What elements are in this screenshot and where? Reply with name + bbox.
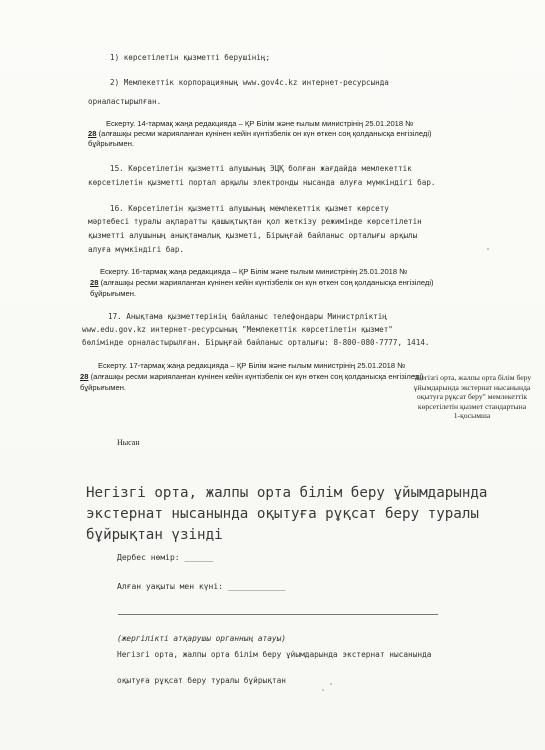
form-title-line-2: экстернат нысанында оқытуға рұқсат беру туралы xyxy=(86,506,479,522)
note-16-line-1: Ескерту. 16-тармақ жаңа редакцияда – ҚР Білім және ғылым министрінің 25.01.2018 № xyxy=(100,267,408,276)
note-17-line-3: бұйрығымен. xyxy=(80,383,127,392)
list-item-2-line-1: 2) Мемлекеттік корпорацияның www.gov4c.kz интернет-ресурсында xyxy=(110,78,389,87)
paragraph-16-line-4: алуға мүмкіндігі бар. xyxy=(88,245,185,254)
note-14-line-1: Ескерту. 14-тармақ жаңа редакцияда – ҚР Білім және ғылым министрінің 25.01.2018 № xyxy=(106,119,414,128)
note-14-line-3: бұйрығымен. xyxy=(88,139,135,148)
paragraph-17-line-2: www.edu.gov.kz интернет-ресурсының "Мемлекеттік көрсетілетін қызмет" xyxy=(82,325,393,334)
form-title-line-3: бұйрықтан үзінді xyxy=(86,527,223,543)
paragraph-16-line-1: 16. Көрсетілетін қызметті алушының мемлекеттік қызмет көрсету xyxy=(110,204,389,213)
scan-speck xyxy=(322,689,324,691)
paragraph-16-line-3: қызметті алушының анықтамалық қызметі, Бірыңғай байланыс орталығы арқылы xyxy=(88,231,418,240)
paragraph-15-line-1: 15. Көрсетілетін қызметті алушының ЭЦҚ болған жағдайда мемлекеттік xyxy=(110,164,412,173)
form-body-line-1: Негізгі орта, жалпы орта білім беру ұйымдарында экстернат нысанында xyxy=(117,650,432,659)
form-title-line-1: Негізгі орта, жалпы орта білім беру ұйымдарында xyxy=(86,485,488,501)
scan-speck xyxy=(487,248,489,250)
note-14-line-2: 28 (алғашқы ресми жарияланған күнінен кейін күнтізбелік он күн өткен соң қолданысқа енгізіледі) xyxy=(88,129,432,138)
scan-speck xyxy=(330,683,332,685)
note-17-line-1: Ескерту. 17-тармақ жаңа редакцияда – ҚР Білім және ғылым министрінің 25.01.2018 № xyxy=(98,361,406,370)
paragraph-17-line-3: бөлімінде орналастырылған. Бірыңғай байланыс орталығы: 8-800-080-7777, 1414. xyxy=(82,338,430,347)
received-date-field: Алған уақыты мен күні: ____________ xyxy=(117,582,286,591)
appendix-reference: "Негізгі орта, жалпы орта білім беру ұйымдарында экстернат нысанында оқытуға рұқсат беру" мемлекеттік көрсетілетін қызмет стандартына 1-қосымша xyxy=(412,373,532,420)
paragraph-17-line-1: 17. Анықтама қызметтерінің байланыс телефондары Министрліктің xyxy=(108,312,387,321)
list-item-1: 1) көрсетілетін қызметті берушінің; xyxy=(110,53,271,62)
form-body-line-2: оқытуға рұқсат беру туралы бұйрықтан xyxy=(117,676,286,685)
note-17-line-2: 28 (алғашқы ресми жарияланған күнінен кейін күнтізбелік он күн өткен соң қолданысқа енгізіледі) xyxy=(80,372,424,381)
note-16-line-2: 28 (алғашқы ресми жарияланған күнінен кейін күнтізбелік он күн өткен соң қолданысқа енгізіледі) xyxy=(90,278,434,287)
order-link[interactable]: 28 xyxy=(80,372,89,381)
registration-number-field: Дербес нөмір: ______ xyxy=(117,553,214,562)
paragraph-15-line-2: көрсетілетін қызметті портал арқылы электронды нысанда алуға мүмкіндігі бар. xyxy=(88,178,436,187)
list-item-2-line-2: орналастырылған. xyxy=(88,97,162,106)
paragraph-16-line-2: мәртебесі туралы ақпаратты қашықтықтан қол жеткізу режимінде көрсетілетін xyxy=(88,217,422,226)
form-label: Нысан xyxy=(117,438,140,447)
authority-caption: (жергілікті атқарушы органның атауы) xyxy=(117,634,286,643)
note-16-line-3: бұйрығымен. xyxy=(90,289,137,298)
order-link[interactable]: 28 xyxy=(88,129,97,138)
order-link[interactable]: 28 xyxy=(90,278,99,287)
authority-name-blank xyxy=(118,614,438,615)
